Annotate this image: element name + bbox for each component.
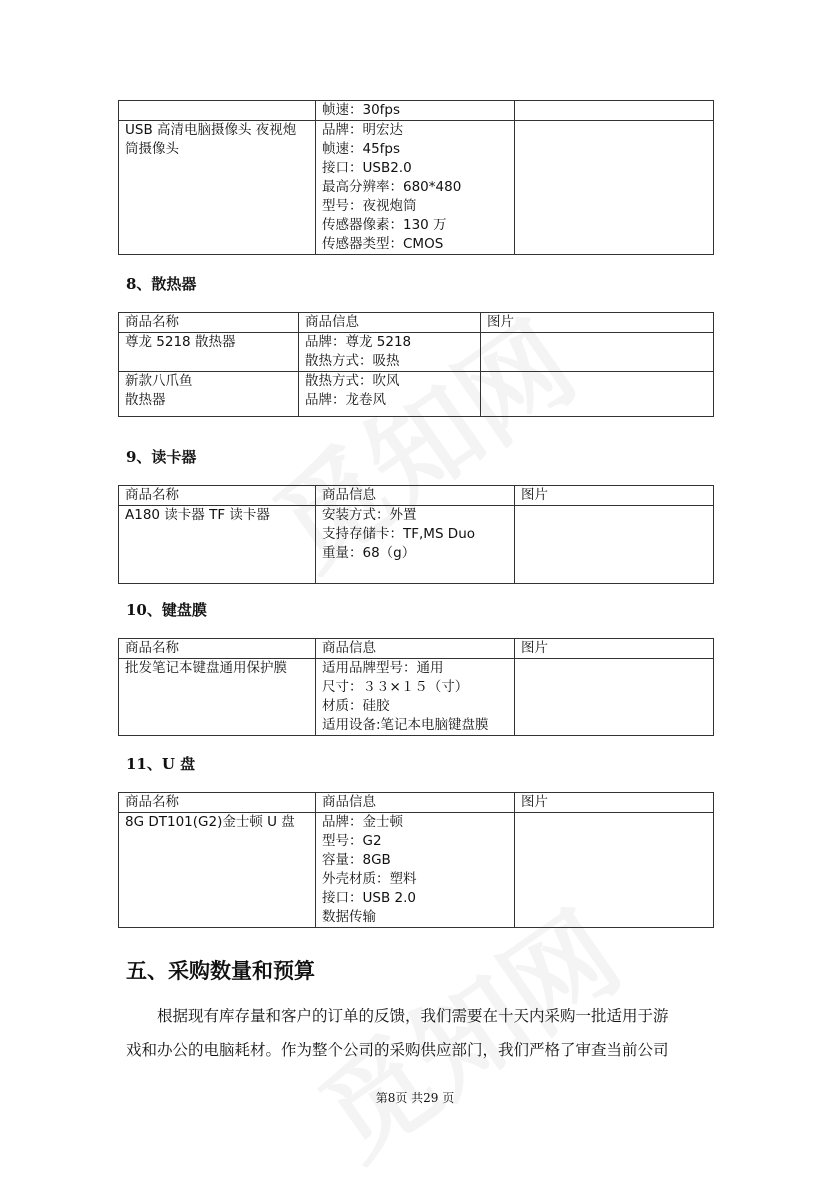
- cell-line: 新款八爪鱼: [125, 373, 193, 389]
- cell-line: 外壳材质：塑料: [322, 871, 417, 887]
- cell-line: 帧速：30fps: [322, 102, 401, 118]
- cell-line: 尺寸：３３×１５（寸）: [322, 679, 469, 695]
- table-row: [119, 101, 714, 121]
- product-info-cell: [316, 121, 515, 255]
- table-header-cell: 商品名称: [119, 313, 299, 333]
- table-header-row: [119, 486, 714, 506]
- cell-line: 容量：8GB: [322, 852, 391, 868]
- table-row: [119, 813, 714, 928]
- usb-drive-table: [118, 792, 714, 928]
- table-header-row: [119, 313, 714, 333]
- product-image-cell: [515, 813, 714, 928]
- section-title-usb-drive: 11、U 盘: [126, 755, 196, 773]
- cell-line: A180 读卡器 TF 读卡器: [125, 507, 270, 523]
- table-row: [119, 506, 714, 584]
- cooler-table: [118, 312, 714, 417]
- cell-line: 安装方式：外置: [322, 507, 417, 523]
- cell-line: 品牌：龙卷风: [305, 392, 386, 408]
- cell-line: 接口：USB2.0: [322, 160, 412, 176]
- chapter-title: 五、采购数量和预算: [126, 958, 315, 983]
- product-info-cell: [316, 813, 515, 928]
- product-name-cell: [119, 121, 316, 255]
- cell-line: [521, 813, 713, 832]
- cell-line: 材质：硅胶: [322, 698, 390, 714]
- product-name-cell: [119, 659, 316, 736]
- product-info-cell: [316, 101, 515, 121]
- cell-line: 最高分辨率：680*480: [322, 179, 462, 195]
- product-info-cell: [316, 506, 515, 584]
- table-header-cell: 商品信息: [316, 793, 515, 813]
- cell-line: 型号：夜视炮筒: [322, 198, 417, 214]
- product-image-cell: [481, 333, 714, 372]
- cell-line: [487, 372, 713, 391]
- table-header-cell: 商品名称: [119, 793, 316, 813]
- product-name-cell: [119, 506, 316, 584]
- table-header-cell: 商品名称: [119, 639, 316, 659]
- table-header-cell: 商品信息: [316, 639, 515, 659]
- cell-line: 品牌：金士顿: [322, 814, 403, 830]
- table-row: [119, 121, 714, 255]
- cell-line: 批发笔记本键盘通用保护膜: [125, 660, 287, 676]
- cell-line: 散热方式：吸热: [305, 353, 400, 369]
- table-header-cell: 商品信息: [316, 486, 515, 506]
- cell-line: [521, 101, 713, 120]
- cell-line: [521, 121, 713, 140]
- cell-line: 散热器: [125, 392, 166, 408]
- cell-line: [521, 659, 713, 678]
- cell-line: 帧速：45fps: [322, 141, 401, 157]
- product-info-cell: [299, 333, 481, 372]
- table-header-cell: 图片: [515, 486, 714, 506]
- cell-line: 品牌：尊龙 5218: [305, 334, 412, 350]
- product-info-cell: [299, 372, 481, 417]
- cell-line: 重量：68（g）: [322, 545, 416, 561]
- product-name-cell: [119, 813, 316, 928]
- product-name-cell: [119, 101, 316, 121]
- cell-line: 筒摄像头: [125, 141, 179, 157]
- cell-line: 型号：G2: [322, 833, 382, 849]
- paragraph-line: 根据现有库存量和客户的订单的反馈，我们需要在十天内采购一批适用于游: [126, 1007, 669, 1025]
- product-name-cell: [119, 372, 299, 417]
- cell-line: 适用设备:笔记本电脑键盘膜: [322, 717, 489, 733]
- product-image-cell: [515, 101, 714, 121]
- cell-line: 传感器像素：130 万: [322, 217, 447, 233]
- cell-line: 8G DT101(G2)金士顿 U 盘: [125, 814, 295, 830]
- page-footer: 第8页 共29 页: [375, 1091, 455, 1105]
- table-header-cell: 商品名称: [119, 486, 316, 506]
- cell-line: 接口：USB 2.0: [322, 890, 416, 906]
- table-header-row: [119, 793, 714, 813]
- table-row: [119, 659, 714, 736]
- table-header-row: [119, 639, 714, 659]
- product-info-cell: [316, 659, 515, 736]
- product-image-cell: [515, 121, 714, 255]
- keyboard-film-table: [118, 638, 714, 736]
- table-row: [119, 333, 714, 372]
- cell-line: 数据传输: [322, 909, 376, 925]
- table-header-cell: 图片: [515, 793, 714, 813]
- cell-line: [125, 101, 315, 120]
- product-image-cell: [481, 372, 714, 417]
- cell-line: 散热方式：吹风: [305, 373, 400, 389]
- cell-line: [487, 333, 713, 352]
- cell-line: 支持存储卡：TF,MS Duo: [322, 526, 476, 542]
- section-title-card-reader: 9、读卡器: [126, 448, 197, 466]
- paragraph-line: 戏和办公的电脑耗材。作为整个公司的采购供应部门，我们严格了审查当前公司: [126, 1041, 669, 1059]
- card-reader-table: [118, 485, 714, 584]
- product-name-cell: [119, 333, 299, 372]
- product-image-cell: [515, 506, 714, 584]
- cell-line: 适用品牌型号：通用: [322, 660, 444, 676]
- section-title-keyboard-film: 10、键盘膜: [126, 601, 207, 619]
- table-row: [119, 372, 714, 417]
- table-header-cell: 图片: [515, 639, 714, 659]
- cell-line: 传感器类型：CMOS: [322, 236, 444, 252]
- cell-line: [521, 506, 713, 525]
- cell-line: 尊龙 5218 散热器: [125, 334, 236, 350]
- cell-line: USB 高清电脑摄像头 夜视炮: [125, 122, 297, 138]
- camera-spec-table: [118, 100, 714, 255]
- table-header-cell: 商品信息: [299, 313, 481, 333]
- table-header-cell: 图片: [481, 313, 714, 333]
- section-title-cooler: 8、散热器: [126, 275, 197, 293]
- cell-line: 品牌：明宏达: [322, 122, 403, 138]
- product-image-cell: [515, 659, 714, 736]
